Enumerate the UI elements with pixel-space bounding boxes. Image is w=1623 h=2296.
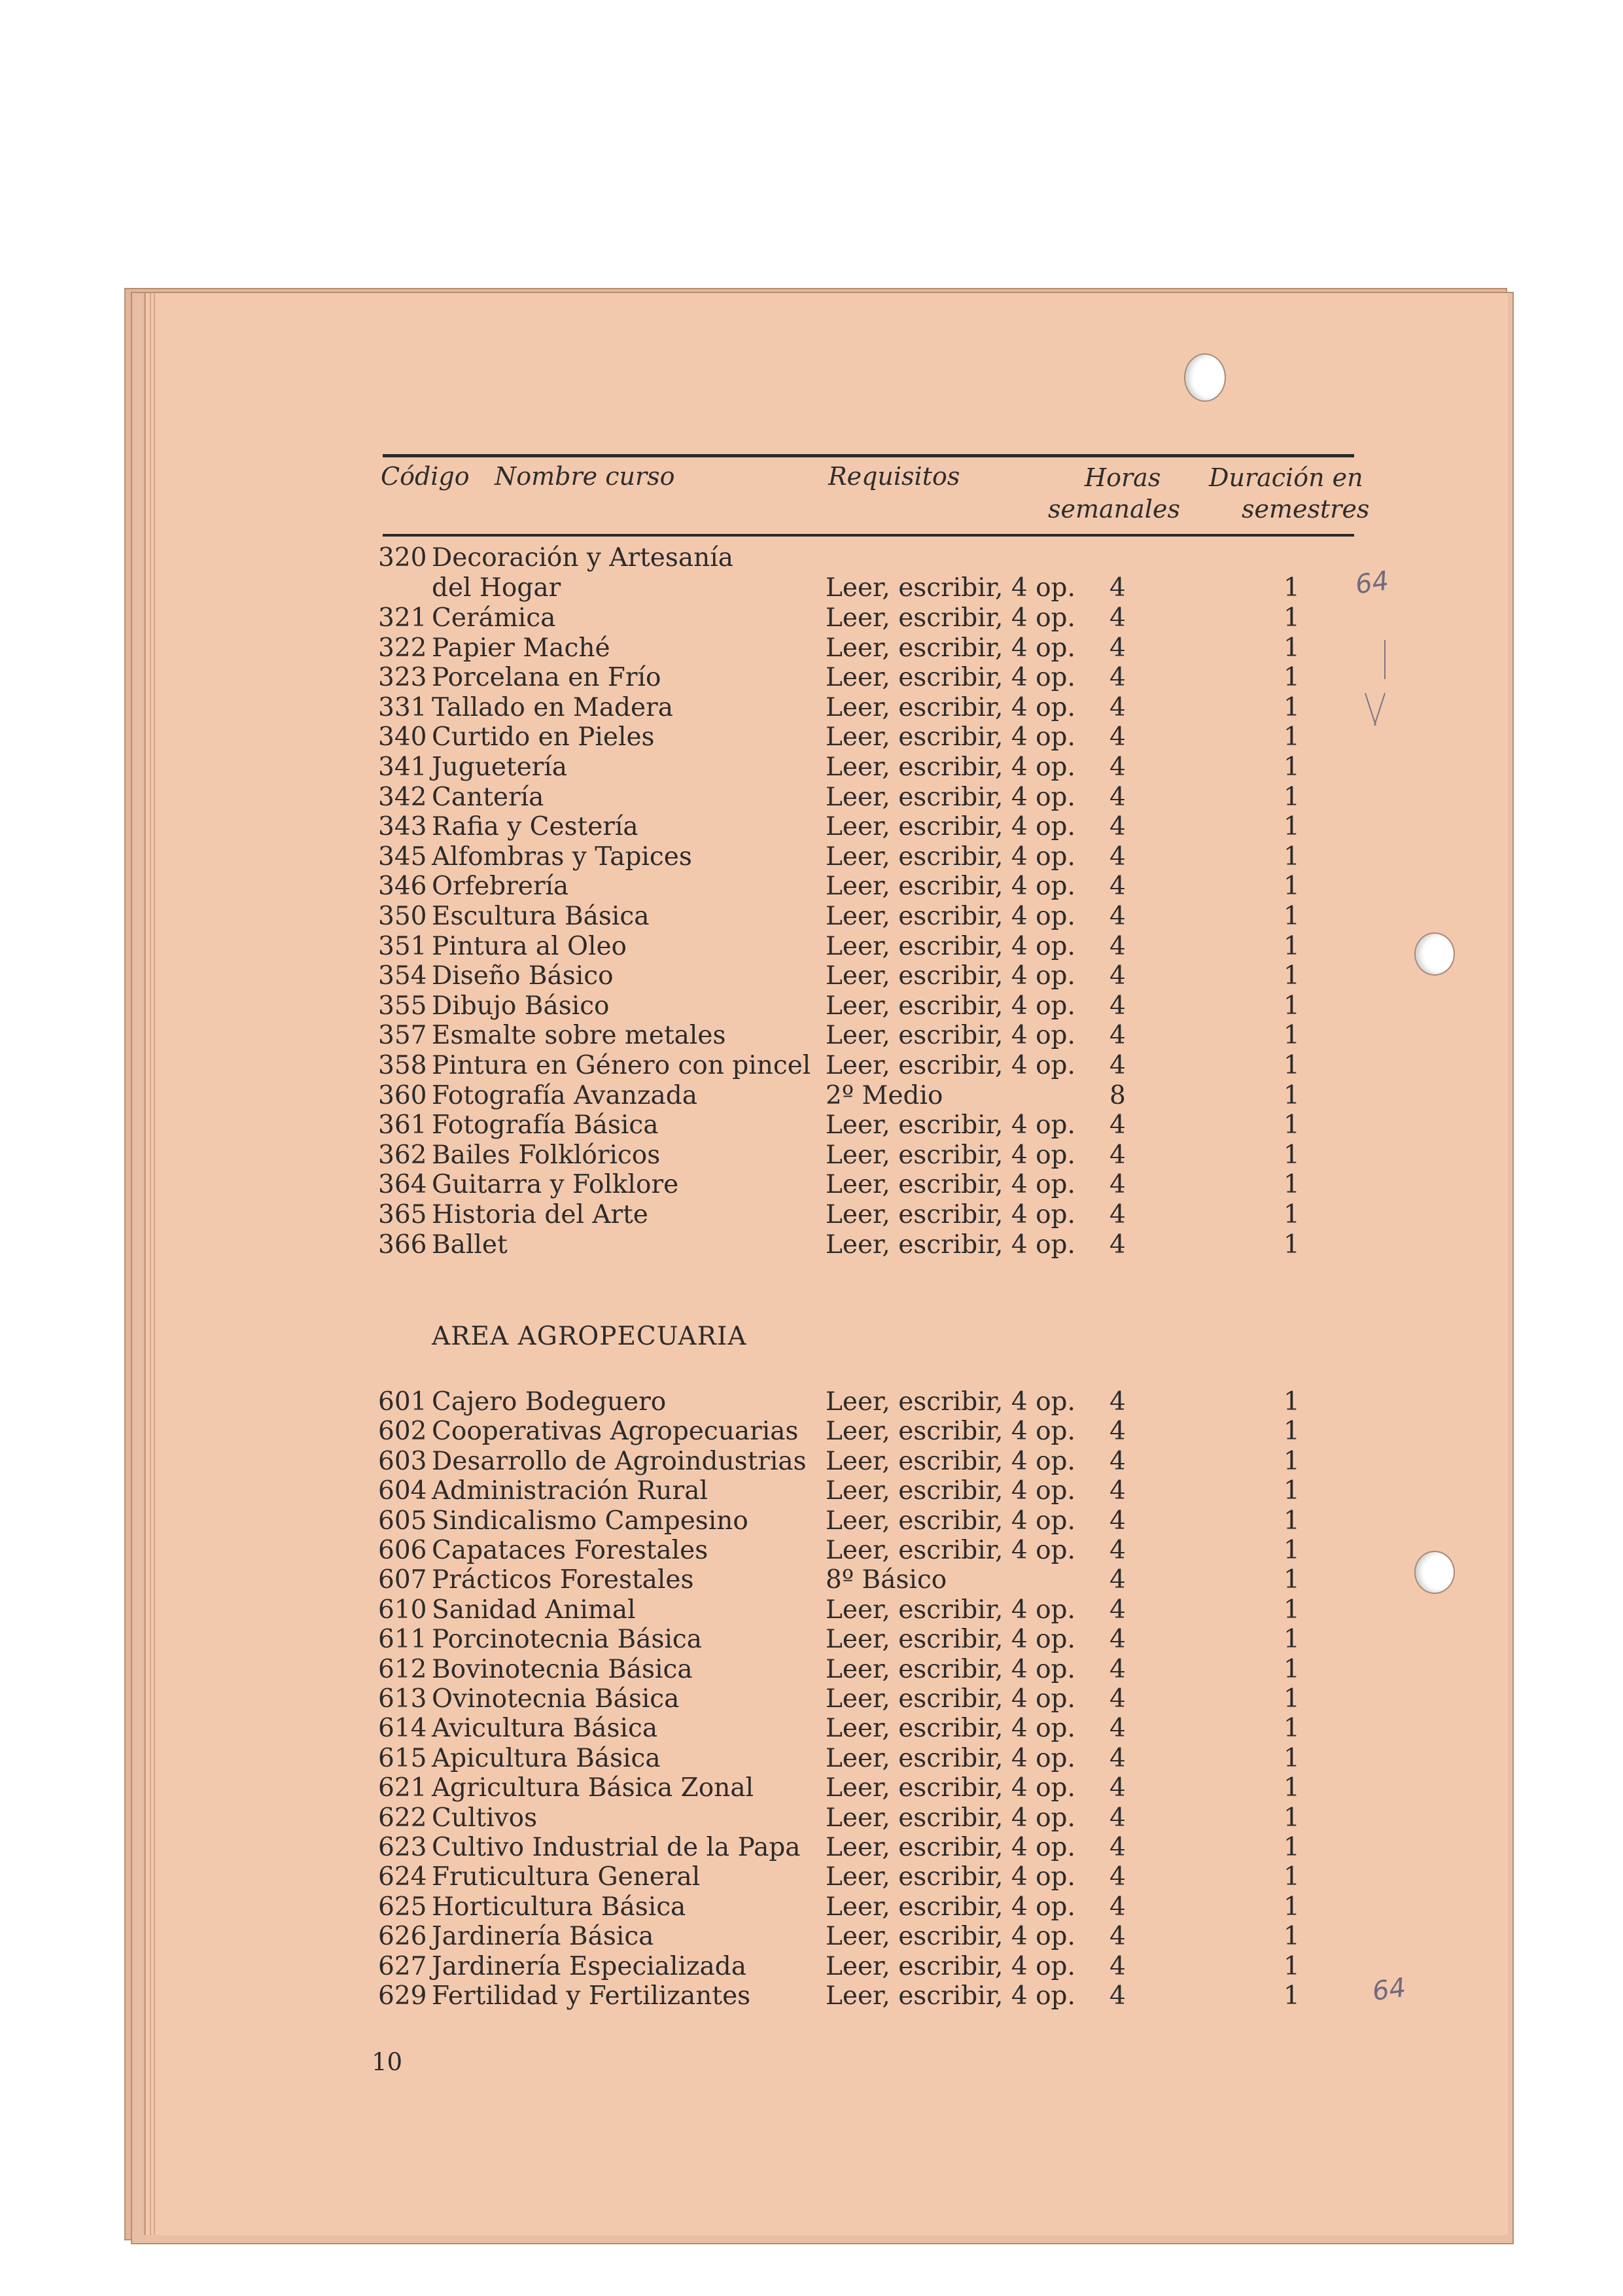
course-name: Desarrollo de Agroindustrias	[432, 1446, 807, 1476]
table-row	[0, 1536, 1623, 1566]
weekly-hours: 4	[1109, 663, 1126, 693]
course-code: 342	[378, 782, 427, 812]
table-row	[0, 1387, 1623, 1417]
course-code: 351	[378, 931, 427, 961]
duration-semesters: 1	[1283, 1981, 1300, 2011]
course-name: Bailes Folklóricos	[432, 1140, 661, 1170]
duration-semesters: 1	[1283, 1417, 1300, 1447]
course-code: 615	[378, 1743, 427, 1773]
duration-semesters: 1	[1283, 1140, 1300, 1170]
course-code: 322	[378, 633, 427, 663]
duration-semesters: 1	[1283, 841, 1300, 872]
course-requirements: Leer, escribir, 4 op.	[826, 1803, 1075, 1833]
course-name: Cajero Bodeguero	[432, 1387, 667, 1417]
section-title-agropecuaria: AREA AGROPECUARIA	[432, 1322, 747, 1351]
table-row	[0, 1565, 1623, 1595]
table-row	[0, 1081, 1623, 1111]
table-row	[0, 1833, 1623, 1863]
table-row	[0, 1625, 1623, 1655]
weekly-hours: 4	[1109, 841, 1126, 872]
course-requirements: Leer, escribir, 4 op.	[826, 961, 1075, 991]
course-code: 355	[378, 991, 427, 1021]
course-requirements: Leer, escribir, 4 op.	[826, 872, 1075, 902]
table-row	[0, 603, 1623, 633]
weekly-hours: 4	[1109, 1417, 1126, 1447]
course-code: 625	[378, 1892, 427, 1922]
duration-semesters: 1	[1283, 1506, 1300, 1536]
duration-semesters: 1	[1283, 722, 1300, 752]
duration-semesters: 1	[1283, 1951, 1300, 1981]
weekly-hours: 4	[1109, 1021, 1126, 1051]
course-name: Administración Rural	[432, 1476, 708, 1506]
course-name: Porcelana en Frío	[432, 663, 661, 693]
punch-hole-top	[1184, 353, 1226, 402]
course-requirements: Leer, escribir, 4 op.	[826, 692, 1075, 722]
header-duration-line2: semestres	[1242, 495, 1370, 523]
course-code: 621	[378, 1773, 427, 1803]
weekly-hours: 4	[1109, 752, 1126, 782]
course-code: 357	[378, 1021, 427, 1051]
header-requirements: Requisitos	[828, 462, 960, 491]
table-row	[0, 1862, 1623, 1892]
course-name: Jardinería Básica	[432, 1922, 654, 1952]
duration-semesters: 1	[1283, 1446, 1300, 1476]
table-row	[0, 1803, 1623, 1833]
course-requirements: Leer, escribir, 4 op.	[826, 841, 1075, 872]
course-name: Cultivos	[432, 1803, 538, 1833]
weekly-hours: 4	[1109, 1981, 1126, 2011]
weekly-hours: 4	[1109, 1773, 1126, 1803]
course-requirements: Leer, escribir, 4 op.	[826, 1743, 1075, 1773]
weekly-hours: 4	[1109, 1140, 1126, 1170]
course-code: 361	[378, 1110, 427, 1140]
course-requirements: Leer, escribir, 4 op.	[826, 1140, 1075, 1170]
weekly-hours: 4	[1109, 1654, 1126, 1684]
table-row	[0, 1110, 1623, 1140]
duration-semesters: 1	[1283, 1387, 1300, 1417]
course-code: 331	[378, 692, 427, 722]
course-name: Orfebrería	[432, 872, 569, 902]
weekly-hours: 4	[1109, 1536, 1126, 1565]
table-row	[0, 1655, 1623, 1685]
header-course-name: Nombre curso	[495, 462, 675, 491]
course-requirements: Leer, escribir, 4 op.	[826, 1200, 1075, 1229]
weekly-hours: 4	[1109, 1446, 1126, 1476]
table-row	[0, 1892, 1623, 1922]
table-row	[0, 1922, 1623, 1952]
course-code: 606	[378, 1536, 427, 1565]
duration-semesters: 1	[1283, 573, 1300, 603]
duration-semesters: 1	[1283, 1536, 1300, 1565]
weekly-hours: 4	[1109, 692, 1126, 722]
course-name: Horticultura Básica	[432, 1892, 686, 1922]
duration-semesters: 1	[1283, 931, 1300, 961]
course-name: Cantería	[432, 782, 544, 812]
course-code: 366	[378, 1229, 427, 1260]
table-row	[0, 1140, 1623, 1171]
header-bottom-rule	[383, 534, 1354, 537]
weekly-hours: 4	[1109, 1229, 1126, 1260]
weekly-hours: 4	[1109, 1506, 1126, 1536]
course-requirements: Leer, escribir, 4 op.	[826, 1714, 1075, 1744]
course-requirements: Leer, escribir, 4 op.	[826, 633, 1075, 663]
course-name: Juguetería	[432, 752, 568, 782]
duration-semesters: 1	[1283, 1051, 1300, 1080]
course-requirements: Leer, escribir, 4 op.	[826, 1595, 1075, 1625]
course-code: 623	[378, 1833, 427, 1862]
duration-semesters: 1	[1283, 692, 1300, 722]
course-name: Decoración y Artesanía	[432, 543, 733, 573]
course-name: Cooperativas Agropecuarias	[432, 1417, 799, 1447]
weekly-hours: 4	[1109, 1714, 1126, 1744]
table-row	[0, 1506, 1623, 1536]
course-name: Fotografía Avanzada	[432, 1080, 697, 1110]
course-code: 341	[378, 752, 427, 782]
weekly-hours: 4	[1109, 1892, 1126, 1922]
course-requirements: Leer, escribir, 4 op.	[826, 603, 1075, 633]
handwritten-note-top: 64	[1353, 565, 1391, 601]
course-requirements: Leer, escribir, 4 op.	[826, 991, 1075, 1021]
course-code: 626	[378, 1922, 427, 1952]
weekly-hours: 4	[1109, 872, 1126, 902]
duration-semesters: 1	[1283, 1625, 1300, 1655]
table-row	[0, 1230, 1623, 1260]
weekly-hours: 4	[1109, 1833, 1126, 1862]
table-row	[0, 1714, 1623, 1744]
duration-semesters: 1	[1283, 663, 1300, 693]
course-requirements: Leer, escribir, 4 op.	[826, 1387, 1075, 1417]
course-code: 622	[378, 1803, 427, 1833]
duration-semesters: 1	[1283, 1476, 1300, 1506]
course-code: 362	[378, 1140, 427, 1170]
table-row	[0, 1021, 1623, 1051]
course-name: Historia del Arte	[432, 1200, 648, 1229]
duration-semesters: 1	[1283, 603, 1300, 633]
course-requirements: Leer, escribir, 4 op.	[826, 1476, 1075, 1506]
course-name: Fruticultura General	[432, 1862, 701, 1892]
duration-semesters: 1	[1283, 1714, 1300, 1744]
course-name: Rafia y Cestería	[432, 812, 638, 842]
course-name: Pintura en Género con pincel	[432, 1051, 811, 1080]
weekly-hours: 4	[1109, 1110, 1126, 1140]
course-name: Papier Maché	[432, 633, 610, 663]
course-name: Guitarra y Folklore	[432, 1170, 679, 1200]
course-code: 350	[378, 902, 427, 931]
duration-semesters: 1	[1283, 812, 1300, 842]
course-requirements: Leer, escribir, 4 op.	[826, 1922, 1075, 1952]
course-name: Jardinería Especializada	[432, 1951, 746, 1981]
table-row	[0, 1417, 1623, 1447]
course-requirements: Leer, escribir, 4 op.	[826, 1654, 1075, 1684]
table-row	[0, 872, 1623, 902]
course-code: 613	[378, 1684, 427, 1714]
course-code: 611	[378, 1625, 427, 1655]
course-requirements: Leer, escribir, 4 op.	[826, 1051, 1075, 1080]
course-name: Diseño Básico	[432, 961, 614, 991]
table-row	[0, 663, 1623, 693]
weekly-hours: 4	[1109, 782, 1126, 812]
course-requirements: Leer, escribir, 4 op.	[826, 752, 1075, 782]
course-code: 358	[378, 1051, 427, 1080]
weekly-hours: 4	[1109, 1476, 1126, 1506]
course-name-continued: del Hogar	[432, 573, 561, 603]
course-code: 605	[378, 1506, 427, 1536]
duration-semesters: 1	[1283, 991, 1300, 1021]
weekly-hours: 4	[1109, 961, 1126, 991]
weekly-hours: 4	[1109, 812, 1126, 842]
table-row	[0, 961, 1623, 991]
course-requirements: Leer, escribir, 4 op.	[826, 722, 1075, 752]
course-name: Alfombras y Tapices	[432, 841, 692, 872]
weekly-hours: 4	[1109, 931, 1126, 961]
duration-semesters: 1	[1283, 1021, 1300, 1051]
course-requirements: 2º Medio	[826, 1080, 943, 1110]
course-requirements: Leer, escribir, 4 op.	[826, 931, 1075, 961]
course-name: Ballet	[432, 1229, 508, 1260]
course-name: Bovinotecnia Básica	[432, 1654, 693, 1684]
table-row	[0, 633, 1623, 663]
table-row	[0, 1744, 1623, 1774]
duration-semesters: 1	[1283, 1595, 1300, 1625]
course-requirements: Leer, escribir, 4 op.	[826, 1021, 1075, 1051]
table-row	[0, 902, 1623, 932]
table-row	[0, 1170, 1623, 1200]
course-name: Pintura al Oleo	[432, 931, 627, 961]
course-requirements: Leer, escribir, 4 op.	[826, 663, 1075, 693]
course-code: 360	[378, 1080, 427, 1110]
course-name: Prácticos Forestales	[432, 1565, 694, 1595]
table-row	[0, 1051, 1623, 1081]
course-requirements: Leer, escribir, 4 op.	[826, 1170, 1075, 1200]
table-row	[0, 783, 1623, 813]
weekly-hours: 4	[1109, 1951, 1126, 1981]
course-name: Fotografía Básica	[432, 1110, 659, 1140]
weekly-hours: 4	[1109, 1051, 1126, 1080]
course-code: 607	[378, 1565, 427, 1595]
course-requirements: Leer, escribir, 4 op.	[826, 902, 1075, 931]
duration-semesters: 1	[1283, 1892, 1300, 1922]
course-code: 603	[378, 1446, 427, 1476]
course-code: 340	[378, 722, 427, 752]
weekly-hours: 4	[1109, 1625, 1126, 1655]
course-name: Dibujo Básico	[432, 991, 610, 1021]
duration-semesters: 1	[1283, 1200, 1300, 1229]
duration-semesters: 1	[1283, 1833, 1300, 1862]
course-name: Cerámica	[432, 603, 556, 633]
weekly-hours: 4	[1109, 1170, 1126, 1200]
page-number: 10	[372, 2048, 403, 2076]
duration-semesters: 1	[1283, 1170, 1300, 1200]
weekly-hours: 4	[1109, 1922, 1126, 1952]
course-code: 345	[378, 841, 427, 872]
course-name: Tallado en Madera	[432, 692, 673, 722]
duration-semesters: 1	[1283, 1684, 1300, 1714]
course-requirements: Leer, escribir, 4 op.	[826, 1446, 1075, 1476]
pencil-stroke	[1384, 640, 1386, 679]
duration-semesters: 1	[1283, 752, 1300, 782]
course-code: 343	[378, 812, 427, 842]
table-row	[0, 1595, 1623, 1625]
course-requirements: Leer, escribir, 4 op.	[826, 1229, 1075, 1260]
weekly-hours: 4	[1109, 1565, 1126, 1595]
course-name: Cultivo Industrial de la Papa	[432, 1833, 801, 1862]
course-code: 624	[378, 1862, 427, 1892]
course-name: Sindicalismo Campesino	[432, 1506, 748, 1536]
course-name: Sanidad Animal	[432, 1595, 636, 1625]
header-duration-line1: Duración en	[1209, 463, 1363, 492]
duration-semesters: 1	[1283, 1080, 1300, 1110]
weekly-hours: 4	[1109, 573, 1126, 603]
course-code: 629	[378, 1981, 427, 2011]
course-requirements: Leer, escribir, 4 op.	[826, 1892, 1075, 1922]
course-code: 346	[378, 872, 427, 902]
table-row	[0, 1200, 1623, 1230]
course-name: Fertilidad y Fertilizantes	[432, 1981, 751, 2011]
table-row	[0, 1447, 1623, 1477]
course-requirements: 8º Básico	[826, 1565, 947, 1595]
duration-semesters: 1	[1283, 1565, 1300, 1595]
course-code: 604	[378, 1476, 427, 1506]
course-name: Apicultura Básica	[432, 1743, 661, 1773]
course-requirements: Leer, escribir, 4 op.	[826, 1833, 1075, 1862]
course-name: Curtido en Pieles	[432, 722, 655, 752]
duration-semesters: 1	[1283, 1803, 1300, 1833]
course-code: 323	[378, 663, 427, 693]
course-requirements: Leer, escribir, 4 op.	[826, 1625, 1075, 1655]
header-top-rule	[383, 454, 1354, 457]
handwritten-note-bottom: 64	[1370, 1972, 1408, 2007]
course-requirements: Leer, escribir, 4 op.	[826, 1110, 1075, 1140]
course-code: 612	[378, 1654, 427, 1684]
weekly-hours: 4	[1109, 991, 1126, 1021]
table-row	[0, 991, 1623, 1021]
header-code: Código	[381, 462, 470, 491]
course-requirements: Leer, escribir, 4 op.	[826, 1684, 1075, 1714]
course-name: Escultura Básica	[432, 902, 650, 931]
header-hours-line2: semanales	[1048, 495, 1180, 523]
course-name: Esmalte sobre metales	[432, 1021, 726, 1051]
table-row	[0, 722, 1623, 752]
duration-semesters: 1	[1283, 782, 1300, 812]
duration-semesters: 1	[1283, 1773, 1300, 1803]
weekly-hours: 4	[1109, 1684, 1126, 1714]
course-code: 365	[378, 1200, 427, 1229]
table-row	[0, 1476, 1623, 1506]
course-code: 601	[378, 1387, 427, 1417]
course-code: 320	[378, 543, 427, 573]
table-row	[0, 842, 1623, 872]
weekly-hours: 8	[1109, 1080, 1126, 1110]
course-name: Avicultura Básica	[432, 1714, 658, 1744]
table-row	[0, 812, 1623, 842]
course-requirements: Leer, escribir, 4 op.	[826, 1981, 1075, 2011]
course-code: 354	[378, 961, 427, 991]
weekly-hours: 4	[1109, 722, 1126, 752]
duration-semesters: 1	[1283, 1922, 1300, 1952]
course-requirements: Leer, escribir, 4 op.	[826, 1951, 1075, 1981]
course-code: 614	[378, 1714, 427, 1744]
table-row	[0, 1773, 1623, 1803]
duration-semesters: 1	[1283, 1229, 1300, 1260]
duration-semesters: 1	[1283, 1654, 1300, 1684]
course-requirements: Leer, escribir, 4 op.	[826, 1536, 1075, 1565]
course-name: Porcinotecnia Básica	[432, 1625, 703, 1655]
header-hours-line1: Horas	[1085, 463, 1161, 492]
course-requirements: Leer, escribir, 4 op.	[826, 1417, 1075, 1447]
course-requirements: Leer, escribir, 4 op.	[826, 782, 1075, 812]
duration-semesters: 1	[1283, 633, 1300, 663]
course-code: 602	[378, 1417, 427, 1447]
course-code: 321	[378, 603, 427, 633]
duration-semesters: 1	[1283, 872, 1300, 902]
course-code: 627	[378, 1951, 427, 1981]
table-row	[0, 752, 1623, 783]
table-row	[0, 932, 1623, 962]
weekly-hours: 4	[1109, 1595, 1126, 1625]
weekly-hours: 4	[1109, 1803, 1126, 1833]
weekly-hours: 4	[1109, 1200, 1126, 1229]
weekly-hours: 4	[1109, 1743, 1126, 1773]
table-row	[0, 1684, 1623, 1714]
duration-semesters: 1	[1283, 902, 1300, 931]
duration-semesters: 1	[1283, 1862, 1300, 1892]
course-name: Capataces Forestales	[432, 1536, 708, 1565]
duration-semesters: 1	[1283, 1110, 1300, 1140]
weekly-hours: 4	[1109, 1387, 1126, 1417]
duration-semesters: 1	[1283, 961, 1300, 991]
course-requirements: Leer, escribir, 4 op.	[826, 1506, 1075, 1536]
course-name: Agricultura Básica Zonal	[432, 1773, 754, 1803]
course-code: 610	[378, 1595, 427, 1625]
weekly-hours: 4	[1109, 902, 1126, 931]
weekly-hours: 4	[1109, 603, 1126, 633]
course-name: Ovinotecnia Básica	[432, 1684, 680, 1714]
weekly-hours: 4	[1109, 633, 1126, 663]
course-requirements: Leer, escribir, 4 op.	[826, 573, 1075, 603]
course-code: 364	[378, 1170, 427, 1200]
weekly-hours: 4	[1109, 1862, 1126, 1892]
duration-semesters: 1	[1283, 1743, 1300, 1773]
course-requirements: Leer, escribir, 4 op.	[826, 1862, 1075, 1892]
course-requirements: Leer, escribir, 4 op.	[826, 812, 1075, 842]
course-requirements: Leer, escribir, 4 op.	[826, 1773, 1075, 1803]
